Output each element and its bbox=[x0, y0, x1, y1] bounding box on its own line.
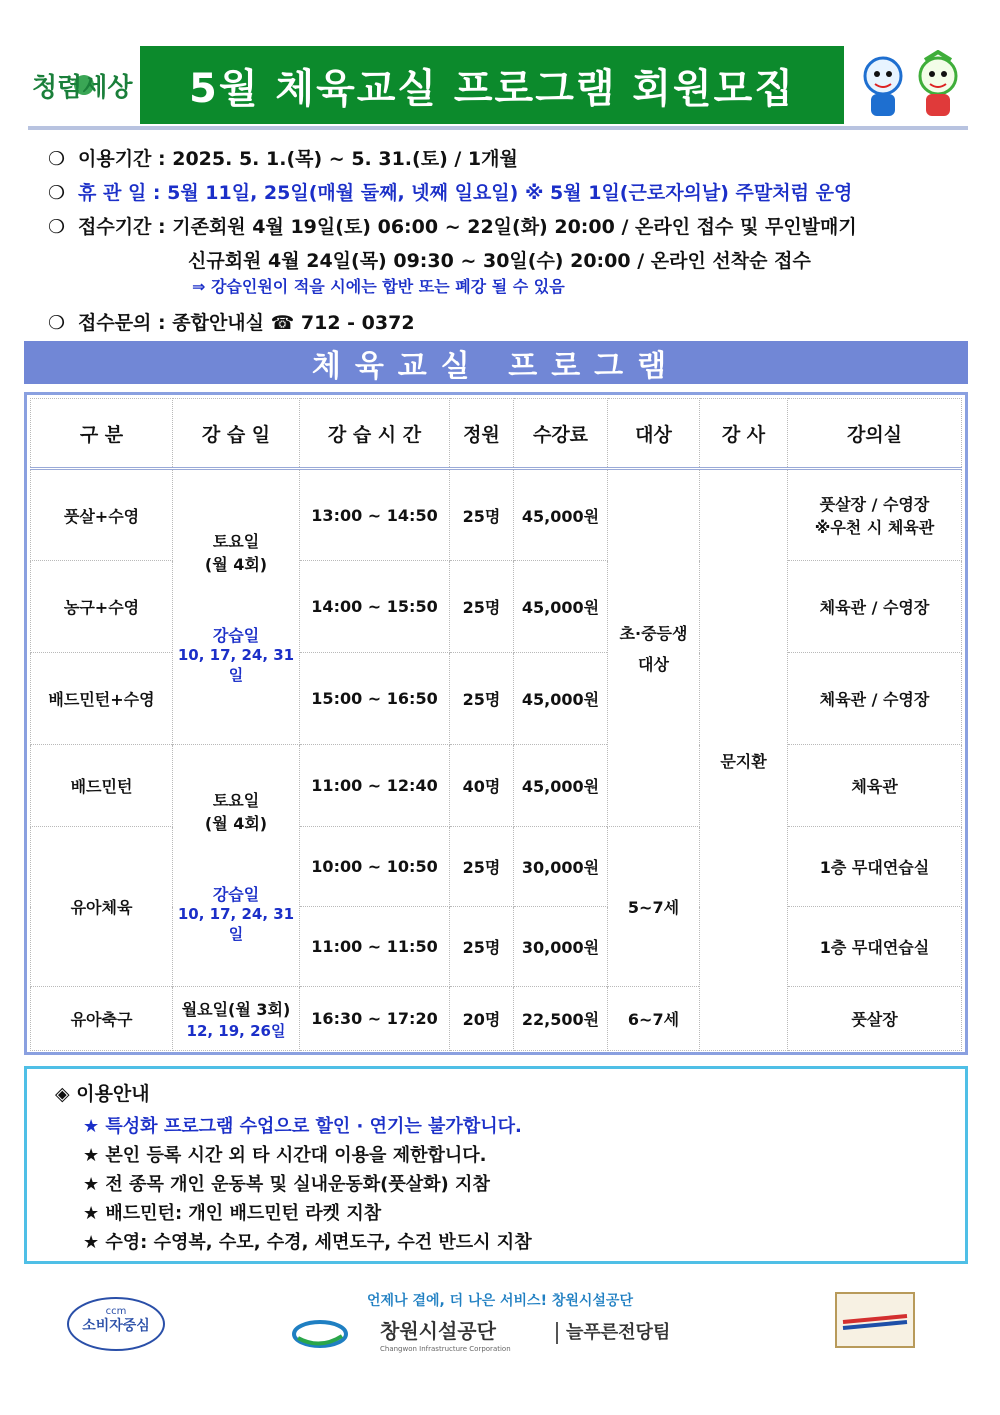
title-bar bbox=[140, 46, 844, 124]
guide-item: ★ 전 종목 개인 운동복 및 실내운동화(풋살화) 지참 bbox=[83, 1174, 490, 1195]
table-row: 농구+수영 14:00 ~ 15:50 25명 45,000원 체육관 / 수영장 bbox=[31, 561, 962, 653]
header-target: 대상 bbox=[608, 399, 700, 469]
info-reception-new: 신규회원 4월 24일(목) 09:30 ~ 30일(수) 20:00 / 온라인 선착순 접수 bbox=[188, 250, 811, 272]
bullet-icon: ❍ bbox=[48, 216, 66, 238]
table-row: 배드민턴 토요일 (월 4회) 강습일 10, 17, 24, 31일 11:00 ~ 12:40 40명 45,000원 체육관 bbox=[31, 745, 962, 827]
table-header-row bbox=[31, 399, 962, 469]
info-reception: ❍ 접수기간 : 기존회원 4월 19일(토) 06:00 ~ 22일(화) 20:00 / 온라인 접수 및 무인발매기 bbox=[48, 216, 857, 238]
integrity-world-logo bbox=[28, 52, 140, 118]
header-room: 강의실 bbox=[788, 399, 962, 469]
header-day: 강 습 일 bbox=[173, 399, 300, 469]
guide-item: ★ 수영: 수영복, 수모, 수경, 세면도구, 수건 반드시 지참 bbox=[83, 1232, 532, 1253]
guide-item: ★ 배드민턴: 개인 배드민턴 라켓 지참 bbox=[83, 1203, 382, 1224]
svg-text:소비자중심: 소비자중심 bbox=[82, 1318, 150, 1334]
guide-title: ◈ 이용안내 bbox=[55, 1083, 150, 1105]
guide-item: ★ 본인 등록 시간 외 타 시간대 이용을 제한합니다. bbox=[83, 1145, 487, 1166]
program-banner bbox=[24, 341, 968, 384]
header-capacity: 정원 bbox=[450, 399, 514, 469]
banner-title: 체육교실 프로그램 bbox=[311, 348, 681, 384]
header-divider bbox=[28, 126, 968, 130]
program-table bbox=[24, 392, 968, 1055]
info-period: ❍ 이용기간 : 2025. 5. 1.(목) ~ 5. 31.(토) / 1개월 bbox=[48, 148, 518, 170]
certification-seal-icon bbox=[835, 1292, 915, 1348]
day-cell: 토요일 (월 4회) 강습일 10, 17, 24, 31일 bbox=[173, 469, 300, 745]
table-row: 유아축구 월요일(월 3회) 12, 19, 26일 16:30 ~ 17:20 20명 22,500원 6~7세 풋살장 bbox=[31, 987, 962, 1051]
svg-text:창원시설공단: 창원시설공단 bbox=[380, 1319, 496, 1343]
bullet-icon: ❍ bbox=[48, 312, 66, 334]
table-row: 유아체육 10:00 ~ 10:50 25명 30,000원 5~7세 1층 무대연습실 bbox=[31, 827, 962, 907]
logo-text: 청렴세상 bbox=[32, 73, 133, 103]
svg-text:늘푸른전당팀: 늘푸른전당팀 bbox=[566, 1322, 671, 1343]
bullet-icon: ❍ bbox=[48, 182, 66, 204]
page-title: 5월 체육교실 프로그램 회원모집 bbox=[189, 65, 795, 112]
header-instructor: 강 사 bbox=[700, 399, 788, 469]
usage-guide bbox=[24, 1066, 968, 1264]
header bbox=[28, 46, 968, 126]
header-time: 강 습 시 간 bbox=[300, 399, 450, 469]
instructor-cell: 문지환 bbox=[700, 469, 788, 1051]
guide-item: ★ 특성화 프로그램 수업으로 할인 · 연기는 불가합니다. bbox=[83, 1116, 522, 1137]
table-row: 배드민턴+수영 15:00 ~ 16:50 25명 45,000원 체육관 / 수영장 bbox=[31, 653, 962, 745]
svg-text:Changwon Infrastructure Corpor: Changwon Infrastructure Corporation bbox=[380, 1345, 511, 1353]
header-category: 구 분 bbox=[31, 399, 173, 469]
target-cell: 5~7세 bbox=[608, 827, 700, 987]
footer-slogan: 언제나 곁에, 더 나은 서비스! 창원시설공단 bbox=[367, 1293, 633, 1309]
table-row: 11:00 ~ 11:50 25명 30,000원 1층 무대연습실 bbox=[31, 907, 962, 987]
svg-text:ccm: ccm bbox=[105, 1306, 127, 1317]
info-closed: ❍ 휴 관 일 : 5월 11일, 25일(매월 둘째, 넷째 일요일) ※ 5월 1일(근로자의날) 주말처럼 운영 bbox=[48, 182, 853, 204]
table-row: 풋살+수영 토요일 (월 4회) 강습일 10, 17, 24, 31일 13:00 ~ 14:50 25명 45,000원 초·중등생 대상 문지환 풋살장 / 수영장 ※우천 시 체육관 bbox=[31, 469, 962, 561]
day-cell: 토요일 (월 4회) 강습일 10, 17, 24, 31일 bbox=[173, 745, 300, 987]
day-cell: 월요일(월 3회) 12, 19, 26일 bbox=[173, 987, 300, 1051]
reception-note: ⇒ 강습인원이 적을 시에는 합반 또는 폐강 될 수 있음 bbox=[192, 277, 565, 296]
ccm-consumer-centered-logo bbox=[66, 1296, 166, 1352]
corp-logo bbox=[290, 1314, 720, 1354]
header-fee: 수강료 bbox=[514, 399, 608, 469]
bullet-icon: ❍ bbox=[48, 148, 66, 170]
target-cell: 초·중등생 대상 bbox=[608, 469, 700, 827]
info-inquiry: ❍ 접수문의 : 종합안내실 ☎ 712 - 0372 bbox=[48, 312, 415, 334]
mascot-icon bbox=[853, 50, 968, 120]
